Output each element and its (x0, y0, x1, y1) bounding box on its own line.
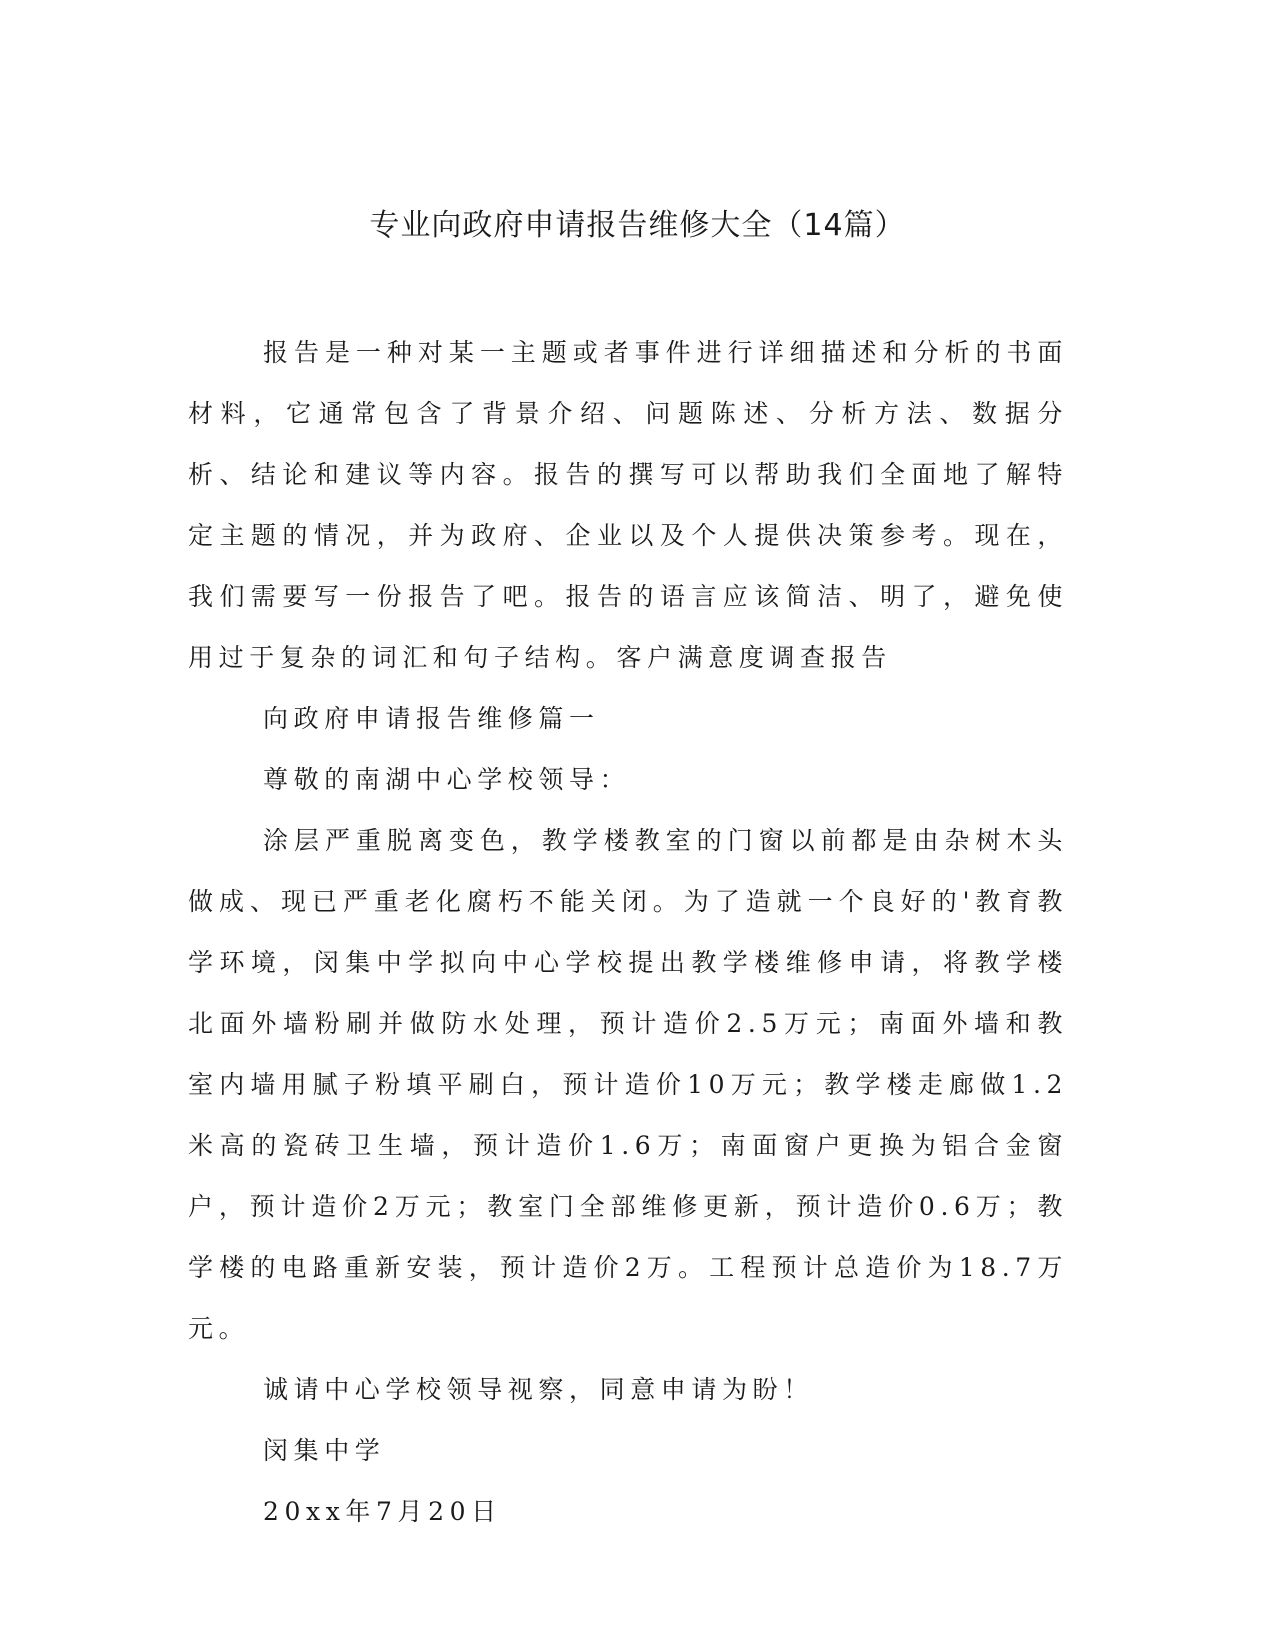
signature: 闵集中学 (263, 1436, 386, 1465)
date-line: 20xx年7月20日 (263, 1497, 502, 1526)
request-body-paragraph: 涂层严重脱离变色，教学楼教室的门窗以前都是由杂树木头做成、现已严重老化腐朽不能关闭。为了造就一个良好的'教育教学环境，闵集中学拟向中心学校提出教学楼维修申请，将教学楼北面外墙粉刷并做防水处理，预计造价2.5万元；南面外墙和教室内墙用腻子粉填平刷白，预计造价10万元；教学楼走廊做1.2米高的瓷砖卫生墙，预计造价1.6万；南面窗户更换为铝合金窗户，预计造价2万元；教室门全部维修更新，预计造价0.6万；教学楼的电路重新安装，预计造价2万。工程预计总造价为18.7万元。 (188, 826, 1068, 1343)
salutation: 尊敬的南湖中心学校领导： (263, 765, 631, 794)
document-title: 专业向政府申请报告维修大全（14篇） (369, 208, 906, 243)
section-heading: 向政府申请报告维修篇一 (263, 704, 600, 733)
intro-paragraph: 报告是一种对某一主题或者事件进行详细描述和分析的书面材料，它通常包含了背景介绍、问题陈述、分析方法、数据分析、结论和建议等内容。报告的撰写可以帮助我们全面地了解特定主题的情况，并为政府、企业以及个人提供决策参考。现在，我们需要写一份报告了吧。报告的语言应该简洁、明了，避免使用过于复杂的词汇和句子结构。客户满意度调查报告 (188, 338, 1068, 672)
closing-line: 诚请中心学校领导视察，同意申请为盼！ (263, 1375, 814, 1404)
document-body (188, 322, 1068, 1542)
